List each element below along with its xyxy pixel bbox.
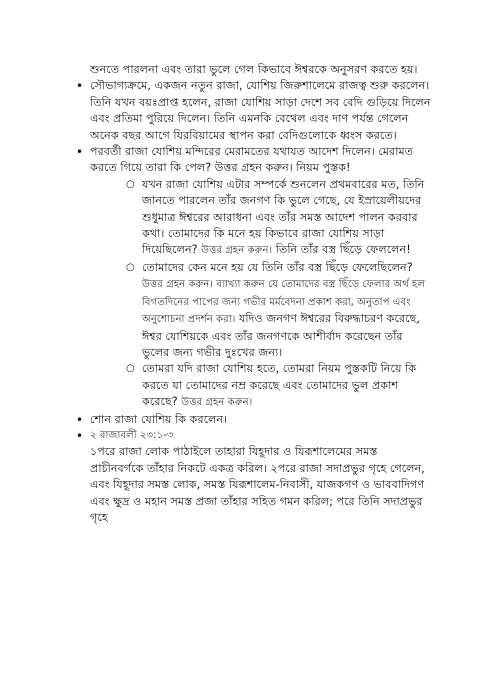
circle-bullet-icon: ○ — [126, 261, 135, 273]
bullet-text: শোন রাজা যোশিয় কি করলেন। — [90, 412, 228, 426]
bullet-listen — [62, 412, 432, 428]
bullet-text: পরবর্তী রাজা যোশিয় মন্দিরের মেরামতের যথাযত আদেশ দিলেন। মেরামত করতে গিয়ে তারা কি পেল? উত্তর গ্রহন করুন। নিয়ম পুস্তক! — [90, 145, 414, 175]
bullet-icon: • — [76, 79, 84, 94]
bullet-text: সৌভাগ্যক্রমে, একজন নতুন রাজা, যোশিয় জিরুশালেমে রাজত্ব শুরু করলেন। তিনি যখন বয়ঃপ্রাপ্ত হলেন, রাজা যোশিয় সাড়া দেশে সব বেদি গুড়িয়ে দিলেন এবং প্রতিমা পুরিয়ে দিলেন। তিনি এমনকি বেথেল এবং দাণ পর্যন্ত গেলেন অনেক বছর আগে যিরবিয়ামের স্থাপন করা বেদিগুলোকে ধ্বংস করতে। — [90, 79, 431, 142]
bullet-scripture-reference — [62, 428, 432, 444]
answer-text: তিনি তাঁর বস্ত্র ছিঁড়ে ফেললেন! — [275, 243, 411, 257]
sub-item-text — [142, 361, 432, 411]
circle-bullet-icon: ○ — [126, 363, 135, 375]
sub-item-text — [142, 177, 432, 260]
teacher-note: উত্তর গ্রহন করুন। ব্যাখ্যা করুন যে তোমাদের বস্ত্র ছিঁড়ে ফেলার অর্থ হল বিগতদিনের পাপের জন্য গভীর মর্মবেদনা প্রকাশ করা, অনুতাপ এবং অনুশোচনা প্রদর্শন করা। — [142, 279, 425, 326]
teacher-note: উত্তর গ্রহন করুন। — [201, 245, 273, 257]
sub-item-first-hearing — [62, 177, 432, 260]
sub-item-if-you-were-king — [62, 361, 432, 411]
bullet-icon: • — [76, 412, 84, 427]
question-text: যখন রাজা যোশিয় এটার সম্পর্কে শুনলেন প্রথমবারের মত, তিনি জানতে পারলেন তাঁর জনগণ কি ভুলে গেছে, যে ইস্রায়েলীয়দের শুধুমাত্র ঈশ্বরের আরাধনা এবং তাঁর সমস্ত আদেশ পালন করবার কথা। তোমাদের কি মনে হয় কিভাবে রাজা যোশিয় সাড়া দিয়েছিলেন? — [142, 177, 425, 257]
scripture-reference: ২ রাজাবলী ২৩:১-৩ — [90, 429, 174, 441]
bullet-icon: • — [76, 428, 84, 443]
bullet-icon: • — [76, 145, 84, 160]
sub-item-text — [142, 260, 432, 361]
question-text: তোমাদের কেন মনে হয় যে তিনি তাঁর বস্ত্র ছিঁড়ে ফেলেছিলেন? — [142, 260, 413, 274]
answer-text: যদিও জনগণ ঈশ্বরের বিরুদ্ধাচরণ করেছে, ঈশ্বর যোশিয়কে এবং তাঁর জনগণকে আশীর্বাদ করেছেন তাঁর ভুলের জন্য গভীর দুঃখের জন্য। — [142, 312, 420, 359]
circle-bullet-icon: ○ — [126, 178, 135, 190]
scripture-passage: ১পরে রাজা লোক পাঠাইলে তাহারা যিহূদার ও যিরূশালেমের সমস্ত প্রাচীনবর্গকে তাঁহার নিকটে একত্র করিল। ২পরে রাজা সদাপ্রভুর গৃহে গেলেন, এবং যিহূদার সমস্ত লোক, সমস্ত যিরূশালেম-নিবাসী, যাজকগণ ও ভাববাদিগণ এবং ক্ষুদ্র ও মহান সমস্ত প্রজা তাঁহার সহিত গমন করিল; পরে তিনি সদাপ্রভুর গৃহে — [90, 445, 425, 524]
bullet-new-king — [62, 78, 432, 144]
bullet-temple-repair — [62, 144, 432, 177]
intro-paragraph: শুনতে পারলনা এবং তারা ভুলে গেল কিভাবে ঈশ্বরকে অনুসরণ করতে হয়। — [90, 63, 418, 76]
sub-item-tore-clothes — [62, 260, 432, 361]
teacher-note: উত্তর গ্রহন করুন। — [181, 397, 253, 409]
question-text: তোমরা যদি রাজা যোশিয় হতে, তোমরা নিয়ম পুস্তকটি নিয়ে কি করতে যা তোমাদের নম্র করেছে এবং তোমাদের ভুল প্রকাশ করেছে? — [142, 362, 417, 409]
document-body — [62, 62, 432, 526]
